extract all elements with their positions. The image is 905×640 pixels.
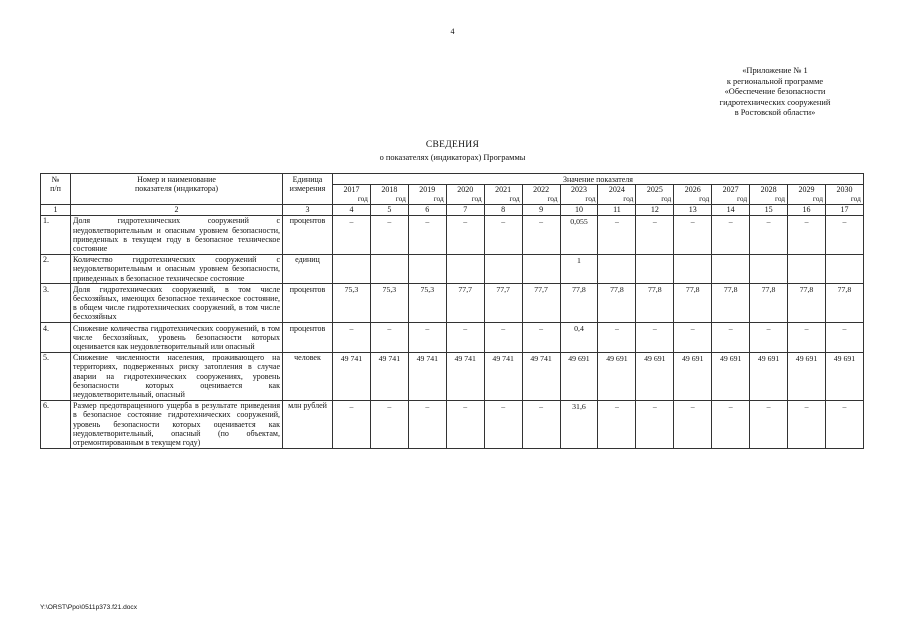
value-cell: 77,8 [674, 284, 712, 323]
value-cell: 77,7 [446, 284, 484, 323]
value-cell: – [370, 400, 408, 448]
value-cell: 77,8 [750, 284, 788, 323]
column-number: 12 [636, 204, 674, 215]
value-cell: – [484, 323, 522, 353]
column-number: 8 [484, 204, 522, 215]
year-suffix: год [661, 194, 672, 204]
table-row [41, 254, 864, 284]
year-label: 2022 [533, 185, 550, 195]
value-cell: 49 741 [484, 352, 522, 400]
value-cell: – [674, 323, 712, 353]
page-number: 4 [450, 27, 455, 36]
table-row [41, 323, 864, 353]
column-number: 1 [41, 204, 71, 215]
value-cell: – [825, 400, 863, 448]
value-cell: – [825, 323, 863, 353]
column-number: 16 [788, 204, 826, 215]
column-number: 7 [446, 204, 484, 215]
value-cell: 49 741 [408, 352, 446, 400]
year-suffix: год [774, 194, 786, 204]
value-cell: 77,8 [825, 284, 863, 323]
value-cell: 75,3 [408, 284, 446, 323]
value-cell: – [712, 323, 750, 353]
value-cell: – [636, 400, 674, 448]
value-cell: 75,3 [370, 284, 408, 323]
value-cell: 75,3 [333, 284, 371, 323]
column-number: 14 [712, 204, 750, 215]
value-cell: – [788, 215, 826, 254]
value-cell: 31,6 [560, 400, 598, 448]
year-suffix: год [812, 194, 823, 204]
row-number: 3. [41, 284, 71, 323]
value-cell: – [333, 400, 371, 448]
value-cell: 77,7 [484, 284, 522, 323]
column-number: 3 [283, 204, 333, 215]
value-cell [636, 254, 674, 284]
value-cell: 77,8 [598, 284, 636, 323]
header-year-2017 [333, 185, 371, 204]
value-cell: – [446, 323, 484, 353]
value-cell [674, 254, 712, 284]
value-cell: – [598, 400, 636, 448]
column-number: 6 [408, 204, 446, 215]
unit-cell: единиц [283, 254, 333, 284]
document-subtitle: о показателях (индикаторах) Программы [379, 153, 526, 162]
value-cell [522, 254, 560, 284]
value-cell: 77,8 [788, 284, 826, 323]
column-number: 10 [560, 204, 598, 215]
header-year-2024 [598, 185, 636, 204]
value-cell [446, 254, 484, 284]
year-label: 2025 [646, 185, 663, 195]
column-number: 9 [522, 204, 560, 215]
appendix-line: «Обеспечение безопасности [724, 87, 826, 97]
value-cell: 77,8 [712, 284, 750, 323]
file-path-footer: Y:\ORST\Ppo\0511p373.f21.docx [40, 604, 138, 611]
header-year-2020 [446, 185, 484, 204]
year-label: 2021 [495, 185, 512, 195]
value-cell: – [446, 400, 484, 448]
value-cell: – [674, 215, 712, 254]
header-year-2021 [484, 185, 522, 204]
header-year-2029 [788, 185, 826, 204]
value-cell: – [370, 323, 408, 353]
value-cell: – [484, 215, 522, 254]
header-row [41, 174, 864, 185]
header-year-2027 [712, 185, 750, 204]
value-cell: – [750, 400, 788, 448]
value-cell: 49 741 [522, 352, 560, 400]
appendix-line: гидротехнических сооружений [719, 97, 831, 107]
value-cell: – [598, 215, 636, 254]
indicator-name: Снижение количества гидротехнических сооружений, в том числе бесхозяйных, уровень безопасности которых оценивается как неудовлетворительный или опасный [71, 323, 283, 353]
unit-cell: млн рублей [283, 400, 333, 448]
table-row [41, 284, 864, 323]
column-number: 5 [370, 204, 408, 215]
value-cell: – [408, 323, 446, 353]
value-cell: 49 691 [674, 352, 712, 400]
value-cell [750, 254, 788, 284]
value-cell: 49 741 [446, 352, 484, 400]
header-unit: Единица измерения [283, 174, 333, 205]
header-year-2028 [750, 185, 788, 204]
header-year-2025 [636, 185, 674, 204]
value-cell: 49 691 [598, 352, 636, 400]
row-number: 6. [41, 400, 71, 448]
value-cell: – [598, 323, 636, 353]
row-number: 2. [41, 254, 71, 284]
row-number: 4. [41, 323, 71, 353]
value-cell: – [825, 215, 863, 254]
value-cell: – [750, 323, 788, 353]
value-cell: – [674, 400, 712, 448]
appendix-note [690, 66, 860, 119]
value-cell: 49 741 [333, 352, 371, 400]
year-suffix: год [623, 194, 634, 204]
year-label: 2024 [608, 185, 625, 195]
header-year-2026 [674, 185, 712, 204]
indicator-name: Количество гидротехнических сооружений с неудовлетворительным и опасным уровнем безопасности, приведенных в безопасное техническое состояние [71, 254, 283, 284]
value-cell: – [484, 400, 522, 448]
value-cell: – [712, 400, 750, 448]
indicator-name: Снижение численности населения, проживающего на территориях, подверженных риску затопления в случае аварии на гидротехнических сооружениях, уровень безопасности которых оценивается как неудовлетворительный, опасный [71, 352, 283, 400]
appendix-line: к региональной программе [726, 76, 824, 86]
year-label: 2018 [381, 185, 398, 195]
appendix-line: в Ростовской области» [734, 108, 816, 118]
value-cell: – [788, 323, 826, 353]
value-cell [333, 254, 371, 284]
value-cell: 77,7 [522, 284, 560, 323]
header-year-2030 [825, 185, 863, 204]
value-cell: – [333, 215, 371, 254]
value-cell: – [522, 400, 560, 448]
year-label: 2030 [836, 185, 853, 195]
year-suffix: год [357, 194, 368, 204]
unit-cell: процентов [283, 323, 333, 353]
value-cell [408, 254, 446, 284]
year-suffix: год [699, 194, 710, 204]
year-suffix: год [737, 194, 748, 204]
header-year-2022 [522, 185, 560, 204]
value-cell: – [636, 215, 674, 254]
year-suffix: год [433, 194, 444, 204]
value-cell [788, 254, 826, 284]
value-cell: – [370, 215, 408, 254]
table-row [41, 352, 864, 400]
unit-cell: процентов [283, 215, 333, 254]
header-num: № п/п [41, 174, 71, 205]
column-number: 17 [825, 204, 863, 215]
value-cell: – [333, 323, 371, 353]
indicator-name: Размер предотвращенного ущерба в результате приведения в безопасное состояние гидротехнических сооружений, уровень безопасности которых оценивается как неудовлетворительный, опасный (по объектам, отремонтированным в текущем году) [71, 400, 283, 448]
value-cell: 49 691 [825, 352, 863, 400]
indicator-name: Доля гидротехнических сооружений, в том числе бесхозяйных, имеющих безопасное техническое состояние, в общем числе гидротехнических сооружений, в том числе бесхозяйных [71, 284, 283, 323]
value-cell: – [408, 400, 446, 448]
value-cell: 0,055 [560, 215, 598, 254]
value-cell: 49 691 [750, 352, 788, 400]
column-number: 4 [333, 204, 371, 215]
value-cell: – [788, 400, 826, 448]
row-number: 5. [41, 352, 71, 400]
value-cell: 77,8 [560, 284, 598, 323]
row-number: 1. [41, 215, 71, 254]
header-name: Номер и наименование показателя (индикатора) [71, 174, 283, 205]
indicators-table [40, 173, 864, 449]
value-cell: 77,8 [636, 284, 674, 323]
value-cell: – [522, 215, 560, 254]
column-number: 2 [71, 204, 283, 215]
header-year-2018 [370, 185, 408, 204]
column-number: 11 [598, 204, 636, 215]
column-number: 15 [750, 204, 788, 215]
value-cell [370, 254, 408, 284]
value-cell: – [522, 323, 560, 353]
value-cell: 49 691 [636, 352, 674, 400]
appendix-line: «Приложение № 1 [742, 66, 808, 75]
year-suffix: год [471, 194, 482, 204]
year-label: 2019 [419, 185, 436, 195]
table-row [41, 215, 864, 254]
year-label: 2026 [684, 185, 701, 195]
value-cell: – [712, 215, 750, 254]
year-label: 2029 [798, 185, 815, 195]
value-cell: – [636, 323, 674, 353]
value-cell [484, 254, 522, 284]
header-year-2023 [560, 185, 598, 204]
year-label: 2023 [570, 185, 587, 195]
value-cell: 1 [560, 254, 598, 284]
value-cell: – [750, 215, 788, 254]
header-value: Значение показателя [333, 174, 864, 185]
table-row [41, 400, 864, 448]
value-cell: – [408, 215, 446, 254]
value-cell [598, 254, 636, 284]
value-cell: 0,4 [560, 323, 598, 353]
year-suffix: год [850, 194, 861, 204]
year-suffix: год [395, 194, 406, 204]
column-numbers-row [41, 204, 864, 215]
column-number: 13 [674, 204, 712, 215]
header-year-2019 [408, 185, 446, 204]
year-label: 2028 [760, 185, 777, 195]
value-cell: 49 741 [370, 352, 408, 400]
year-suffix: год [585, 194, 596, 204]
unit-cell: человек [283, 352, 333, 400]
value-cell: 49 691 [560, 352, 598, 400]
year-label: 2020 [457, 185, 474, 195]
value-cell: 49 691 [712, 352, 750, 400]
unit-cell: процентов [283, 284, 333, 323]
document-title: СВЕДЕНИЯ [425, 140, 480, 150]
year-label: 2027 [722, 185, 739, 195]
value-cell [825, 254, 863, 284]
year-label: 2017 [343, 185, 360, 195]
value-cell: 49 691 [788, 352, 826, 400]
indicator-name: Доля гидротехнических сооружений с неудовлетворительным и опасным уровнем безопасности, приведенных в текущем году в безопасное техническое состояние [71, 215, 283, 254]
year-suffix: год [509, 194, 520, 204]
value-cell [712, 254, 750, 284]
value-cell: – [446, 215, 484, 254]
year-suffix: год [547, 194, 558, 204]
